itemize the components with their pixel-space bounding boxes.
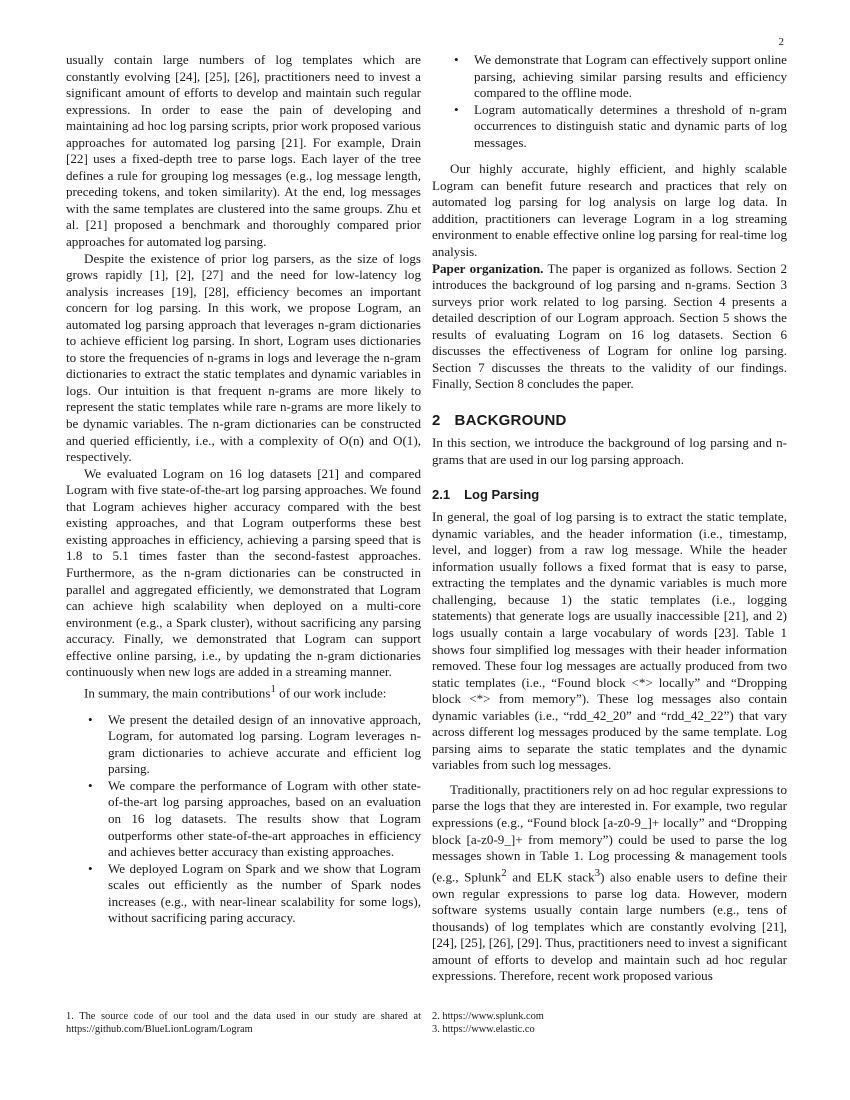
body-text: ) also enable users to define their own regular expressions to parse log data. However, modern software systems usually contain large numbers (e.g., tens of thousands) of log templates which are constantly evolving [21], [24], [25], [26], [29]. Thus, practitioners need to invest a significant amount of efforts to develop and maintain such ad hoc regular expressions. Therefore, recent work proposed various <box>432 868 788 984</box>
right-column <box>432 52 787 985</box>
footnote-marker: 1 <box>270 682 276 695</box>
page-number: 2 <box>778 36 784 48</box>
subsection-title: Log Parsing <box>464 486 540 502</box>
footnotes-left <box>66 1010 421 1036</box>
footnotes-right <box>432 1010 787 1036</box>
body-text: and ELK stack <box>506 868 595 884</box>
section-title: BACKGROUND <box>454 411 567 429</box>
paper-organization-text: The paper is organized as follows. Section 2 introduces the background of log parsing and n-grams. Section 3 surveys prior work related to log parsing. Section 4 presents a detailed description of our Logram approach. Section 5 shows the results of evaluating Logram on 16 log datasets. Section 6 discusses the effectiveness of Logram for online log parsing. Section 7 discusses the threats to the validity of our findings. Finally, Section 8 concludes the paper. <box>432 260 787 392</box>
footnote-3: 3. https://www.elastic.co <box>432 1024 535 1035</box>
footnote-marker: 3 <box>594 866 601 879</box>
subsection-heading <box>432 487 787 504</box>
body-paragraph: Despite the existence of prior log parsers, as the size of logs grows rapidly [1], [2], [27] and the need for low-latency log analysis increases [19], [28], efficiency becomes an important concern for log parsing. In this work, we propose Logram, an automated log parsing approach that leverages n-gram dictionaries to achieve efficient log parsing. In short, Logram uses dictionaries to store the frequencies of n-grams in logs and leverage the n-gram dictionaries to extract the static templates and dynamic variables in logs. Our intuition is that frequent n-grams are more likely to represent the static templates while rare n-grams are more likely to be dynamic variables. The n-gram dictionaries can be constructed and queried efficiently, i.e., with a complexity of O(n) and O(1), respectively. <box>66 250 421 465</box>
body-paragraph: In this section, we introduce the background of log parsing and n-grams that are used in our log parsing approach. <box>432 435 787 468</box>
list-item-text: Logram automatically determines a threshold of n-gram occurrences to distinguish static and dynamic parts of log messages. <box>474 101 787 150</box>
list-item-text: We present the detailed design of an innovative approach, Logram, for automated log parsing. Logram leverages n-gram dictionaries to achieve accurate and efficient log parsing. <box>108 711 421 777</box>
list-item <box>432 52 787 102</box>
body-text: Traditionally, practitioners rely on ad hoc regular expressions to parse the logs that they are interested in. For example, two regular expressions (e.g., “Found block [a-z0-9_]+ locally” and “Dropping block [a-z0-9_]+ from memory”) could be used to parse the log messages shown in Table 1. Log processing & management tools (e.g., Splunk <box>432 781 787 884</box>
left-column <box>66 52 421 927</box>
list-item <box>66 712 421 778</box>
contributions-intro-text: In summary, the main contributions <box>84 685 271 701</box>
list-item <box>432 102 787 152</box>
bullet-icon: • <box>88 777 93 793</box>
body-paragraph: We evaluated Logram on 16 log datasets [21] and compared Logram with five state-of-the-art log parsing approaches. We found that Logram achieves higher accuracy compared with the best existing approaches, and that Logram outperforms these best existing approaches in efficiency, achieving a parsing speed that is 1.8 to 5.1 times faster than the second-fastest approaches. Furthermore, as the n-gram dictionaries can be constructed in parallel and aggregated efficiently, we demonstrated that Logram can achieve high scalability when deployed on a multi-core environment (e.g., a Spark cluster), without sacrificing any parsing accuracy. Finally, we demonstrated that Logram can support effective online parsing, i.e., by updating the n-gram dictionaries continuously when new logs are added in a streaming manner. <box>66 465 421 680</box>
bullet-icon: • <box>88 860 93 876</box>
bullet-icon: • <box>454 52 459 67</box>
section-heading <box>432 413 787 430</box>
list-item <box>66 861 421 927</box>
paper-organization-paragraph <box>432 261 787 393</box>
subsection-number: 2.1 <box>432 486 451 502</box>
section-number: 2 <box>432 411 441 429</box>
footnote-marker: 2 <box>501 866 507 879</box>
contributions-intro <box>66 681 421 702</box>
list-item-text: We demonstrate that Logram can effectively support online parsing, achieving similar parsing results and efficiency compared to the offline mode. <box>474 52 787 101</box>
list-item <box>66 778 421 861</box>
contributions-list-continued <box>432 52 787 151</box>
footnote-1: 1. The source code of our tool and the data used in our study are shared at https://github.com/BlueLionLogram/Logram <box>66 1011 421 1035</box>
bullet-icon: • <box>88 711 93 727</box>
body-paragraph: In general, the goal of log parsing is to extract the static template, dynamic variables, and the header information (i.e., timestamp, level, and logger) from a raw log message. While the header information usually follows a fixed format that is easy to parse, extracting the templates and the dynamic variables is much more challenging, because 1) the static templates (i.e., logging statements) that generate logs are usually inaccessible [21], and 2) logs usually contain a large vocabulary of words [23]. Table 1 shows four simplified log messages with their header information removed. These four log messages are actually produced from two static templates (i.e., “Found block <*> locally” and “Dropping block <*> from memory”). These log messages also contain dynamic variables (i.e., “rdd_42_20” and “rdd_42_22”) that vary across different log messages produced by the same template. Log parsing aims to separate the static templates and the dynamic variables from such log messages. <box>432 509 787 773</box>
contributions-intro-text-end: of our work include: <box>275 685 387 701</box>
list-item-text: We deployed Logram on Spark and we show that Logram scales out efficiently as the number of Spark nodes increases (e.g., with near-linear scalability for some logs), without sacrificing paring accuracy. <box>108 860 421 926</box>
footnote-2: 2. https://www.splunk.com <box>432 1011 544 1022</box>
body-paragraph <box>432 782 787 985</box>
body-paragraph: usually contain large numbers of log templates which are constantly evolving [24], [25], [26], practitioners need to invest a significant amount of efforts to develop and maintain such regular expressions. In order to ease the pain of developing and maintaining ad hoc log parsing scripts, prior work proposed various approaches for automated log parsing [21]. For example, Drain [22] uses a fixed-depth tree to parse logs. Each layer of the tree defines a rule for grouping log messages (e.g., log message length, preceding tokens, and token similarity). At the end, log messages with the same templates are clustered into the same groups. Zhu et al. [21] proposed a benchmark and thoroughly compared prior approaches for automated log parsing. <box>66 52 421 250</box>
list-item-text: We compare the performance of Logram with other state-of-the-art log parsing approaches, based on an evaluation on 16 log datasets. The results show that Logram outperforms other state-of-the-art approaches in efficiency and achieves better accuracy than existing approaches. <box>108 777 421 860</box>
contributions-list <box>66 712 421 927</box>
body-paragraph: Our highly accurate, highly efficient, and highly scalable Logram can benefit future research and practices that rely on automated log parsing for log analysis on large log data. In addition, practitioners can leverage Logram in a log streaming environment to enable effective online log parsing for real-time log analysis. <box>432 161 787 260</box>
bullet-icon: • <box>454 101 459 117</box>
run-in-heading: Paper organization. <box>432 260 544 276</box>
